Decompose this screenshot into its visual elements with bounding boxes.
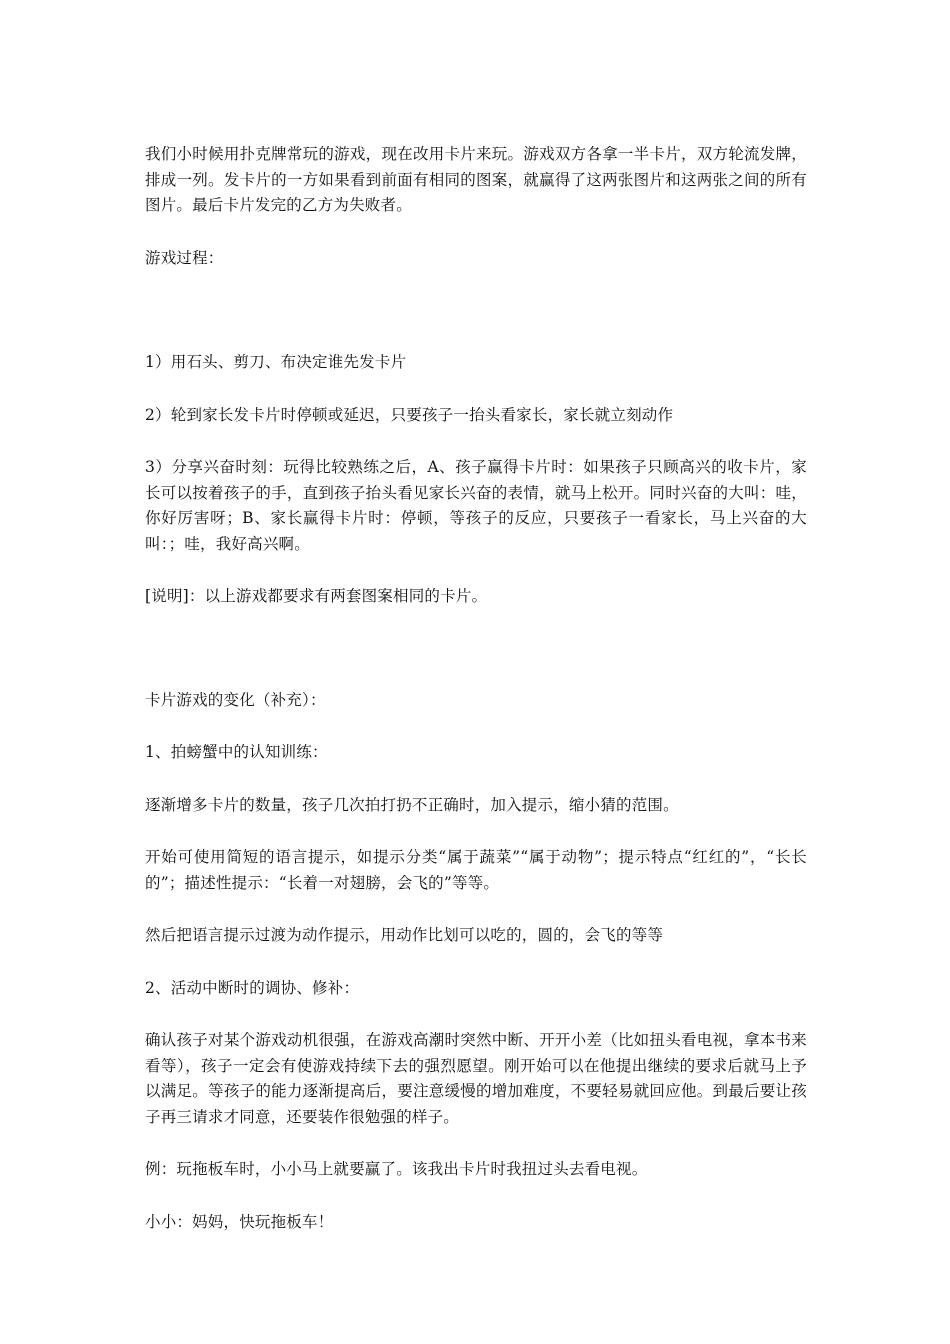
intro-paragraph: 我们小时候用扑克牌常玩的游戏，现在改用卡片来玩。游戏双方各拿一半卡片，双方轮流发牌，排成一列。发卡片的一方如果看到前面有相同的图案，就赢得了这两张图片和这两张之间的所有图片。最后卡片发完的乙方为失败者。 (145, 145, 807, 214)
item-2-title: 2、活动中断时的调协、修补： (145, 978, 360, 997)
document-body (145, 142, 807, 1235)
step-1: 1）用石头、剪刀、布决定谁先发卡片 (145, 353, 407, 371)
dialogue-paragraph: 小小：妈妈，快玩拖板车！ (145, 1212, 334, 1231)
item-2-paragraph-1: 确认孩子对某个游戏动机很强，在游戏高潮时突然中断、开开小差（比如扭头看电视，拿本书来看等），孩子一定会有使游戏持续下去的强烈愿望。刚开始可以在他提出继续的要求后就马上予以满足。等孩子的能力逐渐提高后，要注意缓慢的增加难度，不要轻易就回应他。到最后要让孩子再三请求才同意，还要装作很勉强的样子。 (145, 1031, 807, 1126)
item-1-paragraph-1: 逐渐增多卡片的数量，孩子几次拍打扔不正确时，加入提示，缩小猜的范围。 (145, 795, 679, 814)
item-1-title: 1、拍螃蟹中的认知训练： (145, 743, 328, 761)
note-paragraph: [说明]：以上游戏都要求有两套图案相同的卡片。 (145, 587, 488, 605)
process-heading: 游戏过程： (145, 248, 224, 267)
step-3: 3）分享兴奋时刻：玩得比较熟练之后，A、孩子赢得卡片时：如果孩子只顾高兴的收卡片，家长可以按着孩子的手，直到孩子抬头看见家长兴奋的表情，就马上松开。同时兴奋的大叫：哇，你好厉害呀；B、家长赢得卡片时：停顿，等孩子的反应，只要孩子一看家长，马上兴奋的大叫：；哇，我好高兴啊。 (145, 458, 807, 553)
example-paragraph: 例：玩拖板车时，小小马上就要赢了。该我出卡片时我扭过头去看电视。 (145, 1160, 648, 1178)
item-1-paragraph-3: 然后把语言提示过渡为动作提示，用动作比划可以吃的，圆的，会飞的等等 (145, 926, 664, 944)
item-1-paragraph-2: 开始可使用简短的语言提示，如提示分类“属于蔬菜”“属于动物”；提示特点“红红的”，“长长的”；描述性提示：“长着一对翅膀，会飞的”等等。 (145, 848, 807, 892)
variation-heading: 卡片游戏的变化（补充）： (145, 690, 326, 709)
step-2: 2）轮到家长发卡片时停顿或延迟，只要孩子一抬头看家长，家长就立刻动作 (145, 405, 674, 424)
